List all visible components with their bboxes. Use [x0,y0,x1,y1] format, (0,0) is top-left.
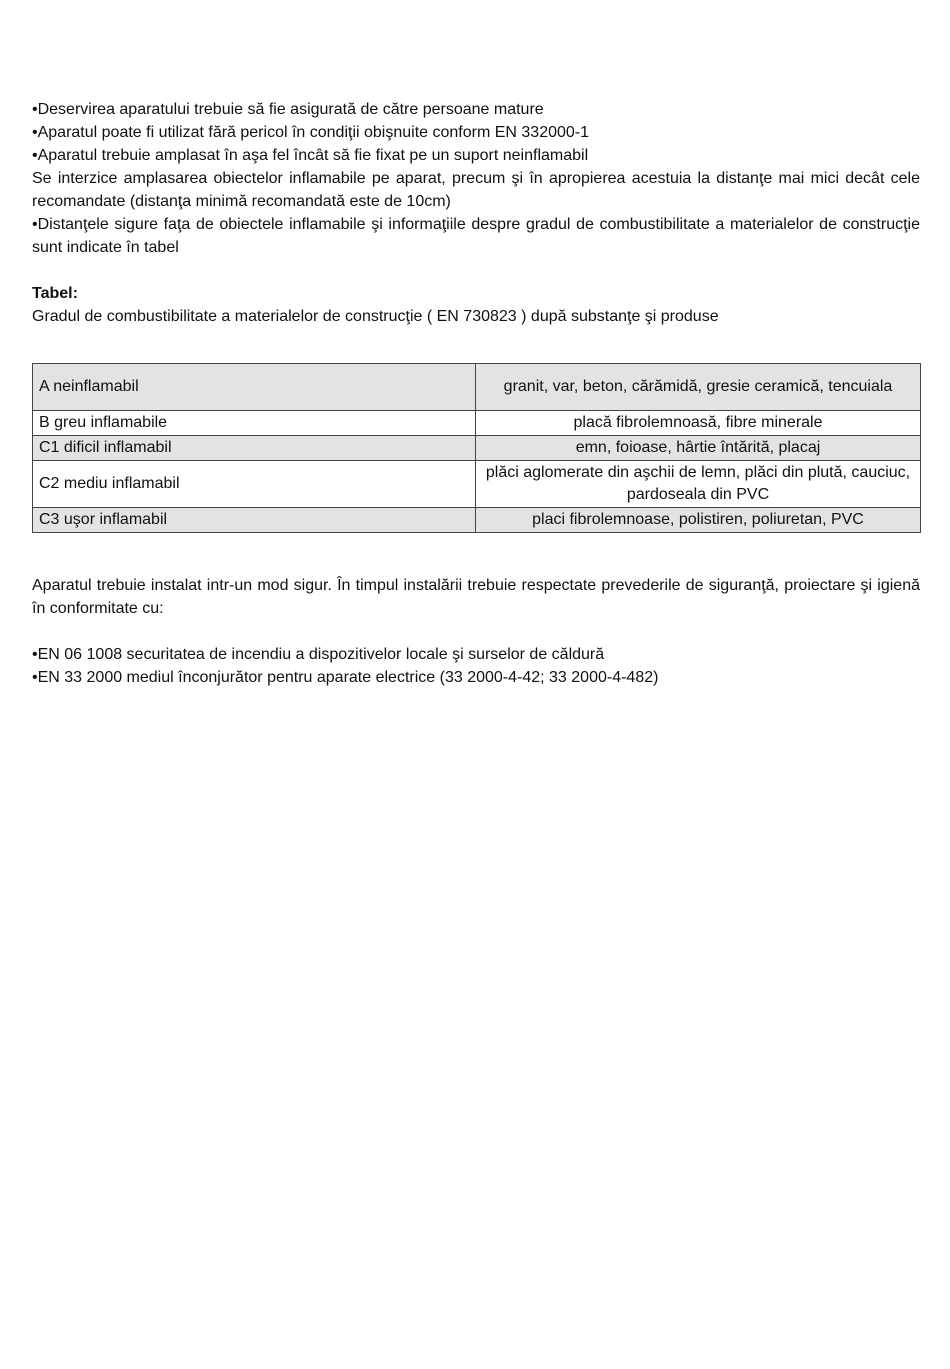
warning-paragraph: Se interzice amplasarea obiectelor inflamabile pe aparat, precum şi în apropierea acestuia la distanţe mai mici decât cele recomandate (distanţa minimă recomandată este de 10cm) [32,170,920,210]
intro-bullet-placement: •Aparatul trebuie amplasat în aşa fel încât să fie fixat pe un suport neinflamabil [32,147,589,164]
intro-bullet-list [32,98,920,167]
table-caption: Gradul de combustibilitate a materialelor de construcţie ( EN 730823 ) după substanţe şi produse [32,308,719,325]
document-page [32,98,920,689]
distances-paragraph: •Distanţele sigure faţa de obiectele inflamabile şi informaţiile despre gradul de combustibilitate a materialelor de construcţie sunt indicate în tabel [32,216,920,256]
table-cell-class: C3 uşor inflamabil [33,508,476,533]
combustibility-table [32,363,921,533]
table-row [33,461,921,508]
table-cell-materials: granit, var, beton, cărămidă, gresie ceramică, tencuiala [476,364,921,411]
table-cell-materials: emn, foioase, hârtie întărită, placaj [476,436,921,461]
table-cell-class: C1 dificil inflamabil [33,436,476,461]
table-cell-materials: placi fibrolemnoase, polistiren, poliuretan, PVC [476,508,921,533]
table-cell-class: C2 mediu inflamabil [33,461,476,508]
table-cell-class: A neinflamabil [33,364,476,411]
standard-bullet-electrical: •EN 33 2000 mediul înconjurător pentru aparate electrice (33 2000-4-42; 33 2000-4-482) [32,669,659,686]
table-cell-materials: plăci aglomerate din aşchii de lemn, plăci din plută, cauciuc, pardoseala din PVC [476,461,921,508]
standard-bullet-fire-safety: •EN 06 1008 securitatea de incendiu a dispozitivelor locale şi surselor de căldură [32,646,605,663]
table-cell-class: B greu inflamabile [33,411,476,436]
table-row [33,364,921,411]
table-label: Tabel: [32,285,78,302]
table-row [33,411,921,436]
table-cell-materials: placă fibrolemnoasă, fibre minerale [476,411,921,436]
intro-bullet-operation: •Deservirea aparatului trebuie să fie asigurată de către persoane mature [32,101,544,118]
install-paragraph: Aparatul trebuie instalat intr-un mod sigur. În timpul instalării trebuie respectate prevederile de siguranţă, proiectare şi igienă în conformitate cu: [32,577,920,617]
table-row [33,508,921,533]
table-row [33,436,921,461]
standards-bullet-list [32,643,920,689]
intro-bullet-usage: •Aparatul poate fi utilizat fără pericol în condiţii obişnuite conform EN 332000-1 [32,124,590,141]
